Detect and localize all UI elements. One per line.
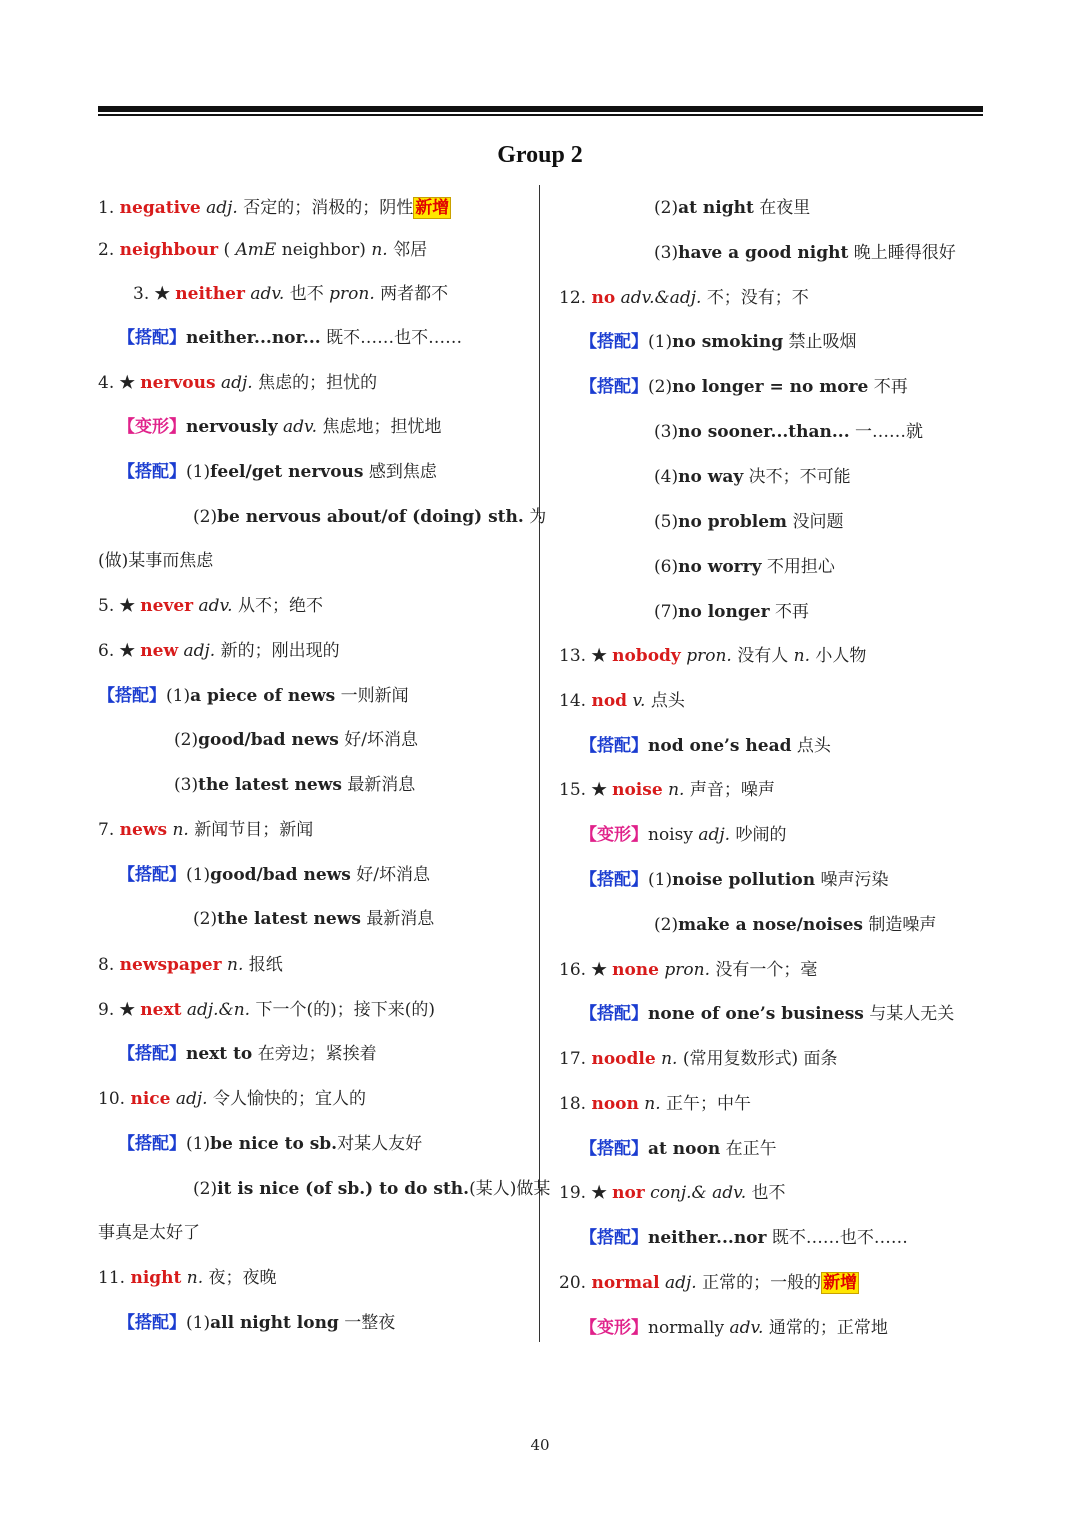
entry-noon: 18. noon n. 正午；中午 xyxy=(559,1094,752,1114)
entry-neither: 3. ★ neither adv. 也不 pron. 两者都不 xyxy=(133,284,449,304)
tag-collocation: 【搭配】 xyxy=(580,1139,648,1159)
collocation-neither: 【搭配】neither...nor... 既不……也不…… xyxy=(118,328,463,348)
tag-collocation: 【搭配】 xyxy=(118,462,186,482)
collocation-news-1: 【搭配】(1)good/bad news 好/坏消息 xyxy=(118,865,430,885)
entry-never: 5. ★ never adv. 从不；绝不 xyxy=(98,596,323,616)
collocation-night-3: (3)have a good night 晚上睡得很好 xyxy=(654,243,956,263)
entry-normal: 20. normal adj. 正常的；一般的 新增 xyxy=(559,1273,858,1293)
entry-nor: 19. ★ nor conj.& adv. 也不 xyxy=(559,1183,786,1203)
top-rule-thick xyxy=(98,106,983,112)
star-icon: ★ xyxy=(591,646,607,666)
entry-nod: 14. nod v. 点头 xyxy=(559,691,685,711)
entry-night: 11. night n. 夜；夜晚 xyxy=(98,1268,277,1288)
collocation-no-6: (6)no worry 不用担心 xyxy=(654,557,835,577)
entry-nervous: 4. ★ nervous adj. 焦虑的；担忧的 xyxy=(98,373,378,393)
tag-collocation: 【搭配】 xyxy=(98,686,166,706)
top-rule-thin xyxy=(98,114,983,116)
collocation-next: 【搭配】next to 在旁边；紧挨着 xyxy=(118,1044,377,1064)
page-title: Group 2 xyxy=(497,142,583,168)
star-icon: ★ xyxy=(119,373,135,393)
collocation-none: 【搭配】none of one’s business 与某人无关 xyxy=(580,1004,955,1024)
star-icon: ★ xyxy=(154,284,170,304)
tag-collocation: 【搭配】 xyxy=(580,1228,648,1248)
tag-collocation: 【搭配】 xyxy=(118,1134,186,1154)
entry-neighbour: 2. neighbour ( AmE neighbor) n. 邻居 xyxy=(98,240,428,260)
star-icon: ★ xyxy=(591,780,607,800)
collocation-nervous-2: (2)be nervous about/of (doing) sth. 为 xyxy=(193,507,547,527)
collocation-no-2: 【搭配】(2)no longer = no more 不再 xyxy=(580,377,908,397)
page-number: 40 xyxy=(530,1436,550,1454)
tag-collocation: 【搭配】 xyxy=(580,1004,648,1024)
collocation-nor: 【搭配】neither...nor 既不……也不…… xyxy=(580,1228,908,1248)
collocation-new-2: (2)good/bad news 好/坏消息 xyxy=(174,730,418,750)
new-badge: 新增 xyxy=(823,1273,858,1293)
collocation-no-7: (7)no longer 不再 xyxy=(654,602,809,622)
collocation-noon: 【搭配】at noon 在正午 xyxy=(580,1139,777,1159)
tag-variant: 【变形】 xyxy=(118,417,186,437)
collocation-night-2: (2)at night 在夜里 xyxy=(654,198,811,218)
collocation-night-1: 【搭配】(1)all night long 一整夜 xyxy=(118,1313,396,1333)
star-icon: ★ xyxy=(591,1183,607,1203)
tag-collocation: 【搭配】 xyxy=(118,865,186,885)
tag-collocation: 【搭配】 xyxy=(580,736,648,756)
star-icon: ★ xyxy=(119,1000,135,1020)
new-badge: 新增 xyxy=(415,198,450,218)
entry-nice: 10. nice adj. 令人愉快的；宜人的 xyxy=(98,1089,366,1109)
tag-collocation: 【搭配】 xyxy=(580,377,648,397)
entry-nobody: 13. ★ nobody pron. 没有人 n. 小人物 xyxy=(559,646,867,666)
collocation-nice-1: 【搭配】(1)be nice to sb.对某人友好 xyxy=(118,1134,423,1154)
star-icon: ★ xyxy=(119,641,135,661)
collocation-nervous-1: 【搭配】(1)feel/get nervous 感到焦虑 xyxy=(118,462,437,482)
tag-variant: 【变形】 xyxy=(580,1318,648,1338)
collocation-nod: 【搭配】nod one’s head 点头 xyxy=(580,736,831,756)
collocation-news-2: (2)the latest news 最新消息 xyxy=(193,909,435,929)
collocation-nice-2-cont: 事真是太好了 xyxy=(98,1223,200,1243)
collocation-no-1: 【搭配】(1)no smoking 禁止吸烟 xyxy=(580,332,857,352)
tag-variant: 【变形】 xyxy=(580,825,648,845)
tag-collocation: 【搭配】 xyxy=(118,1313,186,1333)
collocation-no-5: (5)no problem 没问题 xyxy=(654,512,844,532)
collocation-nice-2: (2)it is nice (of sb.) to do sth.(某人)做某 xyxy=(193,1179,551,1199)
collocation-noise-1: 【搭配】(1)noise pollution 噪声污染 xyxy=(580,870,889,890)
entry-no: 12. no adv.&adj. 不；没有；不 xyxy=(559,288,809,308)
entry-noise: 15. ★ noise n. 声音；噪声 xyxy=(559,780,775,800)
collocation-no-4: (4)no way 决不；不可能 xyxy=(654,467,851,487)
entry-noodle: 17. noodle n. (常用复数形式) 面条 xyxy=(559,1049,838,1069)
star-icon: ★ xyxy=(591,960,607,980)
variant-noise: 【变形】noisy adj. 吵闹的 xyxy=(580,825,787,845)
tag-collocation: 【搭配】 xyxy=(580,332,648,352)
column-divider xyxy=(539,185,540,1342)
collocation-new-3: (3)the latest news 最新消息 xyxy=(174,775,416,795)
variant-nervous: 【变形】nervously adv. 焦虑地；担忧地 xyxy=(118,417,442,437)
collocation-new-1: 【搭配】(1)a piece of news 一则新闻 xyxy=(98,686,409,706)
entry-newspaper: 8. newspaper n. 报纸 xyxy=(98,955,283,975)
entry-next: 9. ★ next adj.&n. 下一个(的)；接下来(的) xyxy=(98,1000,435,1020)
collocation-no-3: (3)no sooner...than... 一……就 xyxy=(654,422,924,442)
collocation-nervous-2-cont: (做)某事而焦虑 xyxy=(98,551,214,571)
tag-collocation: 【搭配】 xyxy=(580,870,648,890)
tag-collocation: 【搭配】 xyxy=(118,1044,186,1064)
entry-news: 7. news n. 新闻节目；新闻 xyxy=(98,820,314,840)
entry-none: 16. ★ none pron. 没有一个；毫 xyxy=(559,960,818,980)
entry-negative: 1. negative adj. 否定的；消极的；阴性 新增 xyxy=(98,198,450,218)
star-icon: ★ xyxy=(119,596,135,616)
collocation-noise-2: (2)make a nose/noises 制造噪声 xyxy=(654,915,937,935)
entry-new: 6. ★ new adj. 新的；刚出现的 xyxy=(98,641,340,661)
variant-normal: 【变形】normally adv. 通常的；正常地 xyxy=(580,1318,888,1338)
tag-collocation: 【搭配】 xyxy=(118,328,186,348)
